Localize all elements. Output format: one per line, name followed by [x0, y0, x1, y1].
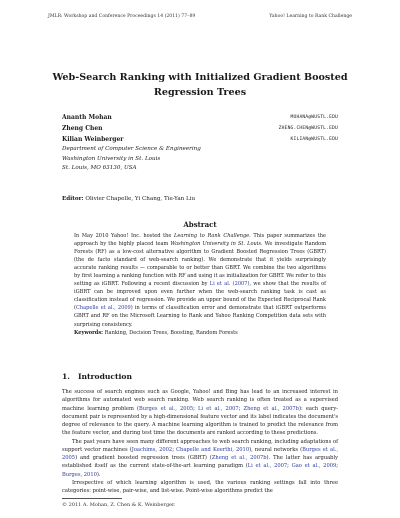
author-row: [62, 123, 338, 134]
abstract-text: , we show that the results of iGBRT can be improved upon even further when the web-search ranking task is cast as classification instead of regression. We provide an upper bound of the Expected Reciprocal Rank (: [74, 281, 326, 312]
footer-rule: [62, 498, 122, 499]
paragraph: [62, 438, 338, 479]
body-text: The success of search engines such as Google, Yahoo! and Bing has lead to an increased interest in algorithms for automated web search ranking. Web search ranking is often treated as a supervised machine learning problem (: [62, 389, 338, 412]
paragraph: [62, 479, 338, 496]
abstract-emphasis: Washington University in St. Louis: [170, 241, 261, 248]
author-email[interactable]: KILIAN@WUSTL.EDU: [290, 137, 338, 142]
body-text: ): each query-document pair is represented by a high-dimensional feature vector and its label indicates the document's degree of relevance to the query. A machine learning algorithm is trained to predict the relevance from the feature vector, and during test time the documents are ranked according to these predictions.: [62, 405, 338, 437]
editor-line: [62, 196, 338, 202]
author-name: Zheng Chen: [62, 125, 103, 132]
citation-link[interactable]: Zheng et al., 2007b: [243, 405, 299, 412]
abstract-emphasis: Learning to Rank Challenge: [174, 233, 250, 239]
body-text: Irrespective of which learning algorithm is used, the various ranking settings fall into three categories: point-wise, pair-wise, and list-wise. Point-wise algorithms predict the: [62, 479, 338, 494]
affiliation-city: St. Louis, MO 63130, USA: [62, 165, 137, 172]
abstract-body: [74, 232, 326, 337]
body-text: ).: [96, 471, 101, 478]
affiliation-university: Washington University in St. Louis: [62, 155, 161, 162]
body-text: ;: [238, 405, 244, 412]
citation-link[interactable]: Joachims, 2002: [131, 446, 173, 453]
body-text: ) and gradient boosted regression trees (GBRT) (: [75, 455, 212, 461]
citation-link[interactable]: Burges, 2010: [62, 471, 97, 478]
body-text: ), neural networks (: [249, 446, 303, 453]
keywords: Ranking, Decision Trees, Boosting, Random Forests: [104, 329, 238, 336]
citation-link[interactable]: Li et al., 2007: [247, 463, 288, 470]
paragraph: [62, 388, 338, 438]
author-email[interactable]: ZHENG.CHEN@WUSTL.EDU: [278, 126, 338, 131]
header-venue: JMLR: Workshop and Conference Proceedings 14 (2011) 77–89: [48, 14, 196, 19]
author-email[interactable]: MOHANA@WUSTL.EDU: [290, 115, 338, 120]
section-heading: [62, 372, 132, 381]
copyright-notice: © 2011 A. Mohan, Z. Chen & K. Weinberger.: [62, 502, 176, 508]
author-row: [62, 112, 338, 123]
introduction-body: [62, 388, 338, 495]
abstract-text: . This paper summarizes the approach by the highly placed team: [74, 233, 326, 248]
editor-names: Olivier Chapelle, Yi Chang, Tie-Yan Liu: [85, 196, 196, 202]
citation-link[interactable]: Li et al. (2007): [209, 281, 250, 288]
citation-link[interactable]: Burges et al., 2005: [139, 405, 194, 412]
paper-title: Web-Search Ranking with Initialized Gradient Boosted Regression Trees: [52, 72, 348, 98]
section-title: Introduction: [77, 372, 133, 381]
citation-link[interactable]: Chapelle and Keerthi, 2010: [176, 446, 250, 453]
running-header: [48, 14, 352, 19]
editor-label: Editor:: [62, 196, 84, 202]
keywords-label: Keywords:: [74, 329, 104, 336]
abstract-text: ) in terms of classification error and demonstrate that iGBRT outperforms GBRT and RF on the Microsoft Learning to Rank and Yahoo Ranking Competition data sets with surprising consistency.: [74, 305, 327, 328]
header-challenge: Yahoo! Learning to Rank Challenge: [269, 14, 352, 19]
abstract-text: In May 2010 Yahoo! Inc. hosted the: [74, 233, 175, 239]
abstract-heading: Abstract: [183, 220, 217, 229]
body-text: ). The latter has arguably established itself as the current state-of-the-art learning paradigm (: [62, 455, 339, 470]
author-name: Ananth Mohan: [62, 114, 112, 121]
body-text: ;: [336, 463, 338, 470]
body-text: ;: [193, 405, 198, 412]
section-number: 1.: [62, 372, 70, 381]
citation-link[interactable]: Li et al., 2007: [198, 405, 239, 412]
body-text: ;: [287, 463, 292, 470]
author-name: Kilian Weinberger: [62, 136, 124, 143]
abstract-text: . We investigate Random Forests (RF) as a low-cost alternative algorithm to Gradient Boosted Regression Trees (GBRT) (the de facto standard of web-search ranking). We demonstrate that it yields surprisingly accurate ranking results — comparable to or better than GBRT. We combine the two algorithms by first learning a ranking function with RF and using it as initialization for GBRT. We refer to this setting as iGBRT. Following a recent discussion by: [74, 241, 326, 288]
body-text: ;: [172, 446, 177, 453]
body-text: The past years have seen many different approaches to web search ranking, including adaptations of support vector machines (: [62, 438, 338, 453]
author-block: [62, 112, 338, 174]
affiliation-dept: Department of Computer Science & Engineering: [62, 146, 201, 152]
author-row: [62, 134, 338, 145]
citation-link[interactable]: Gao et al., 2009: [291, 463, 337, 470]
citation-link[interactable]: Chapelle et al., 2009: [75, 305, 131, 312]
citation-link[interactable]: Burges et al., 2005: [62, 446, 338, 461]
citation-link[interactable]: Zheng et al., 2007b: [211, 455, 267, 461]
